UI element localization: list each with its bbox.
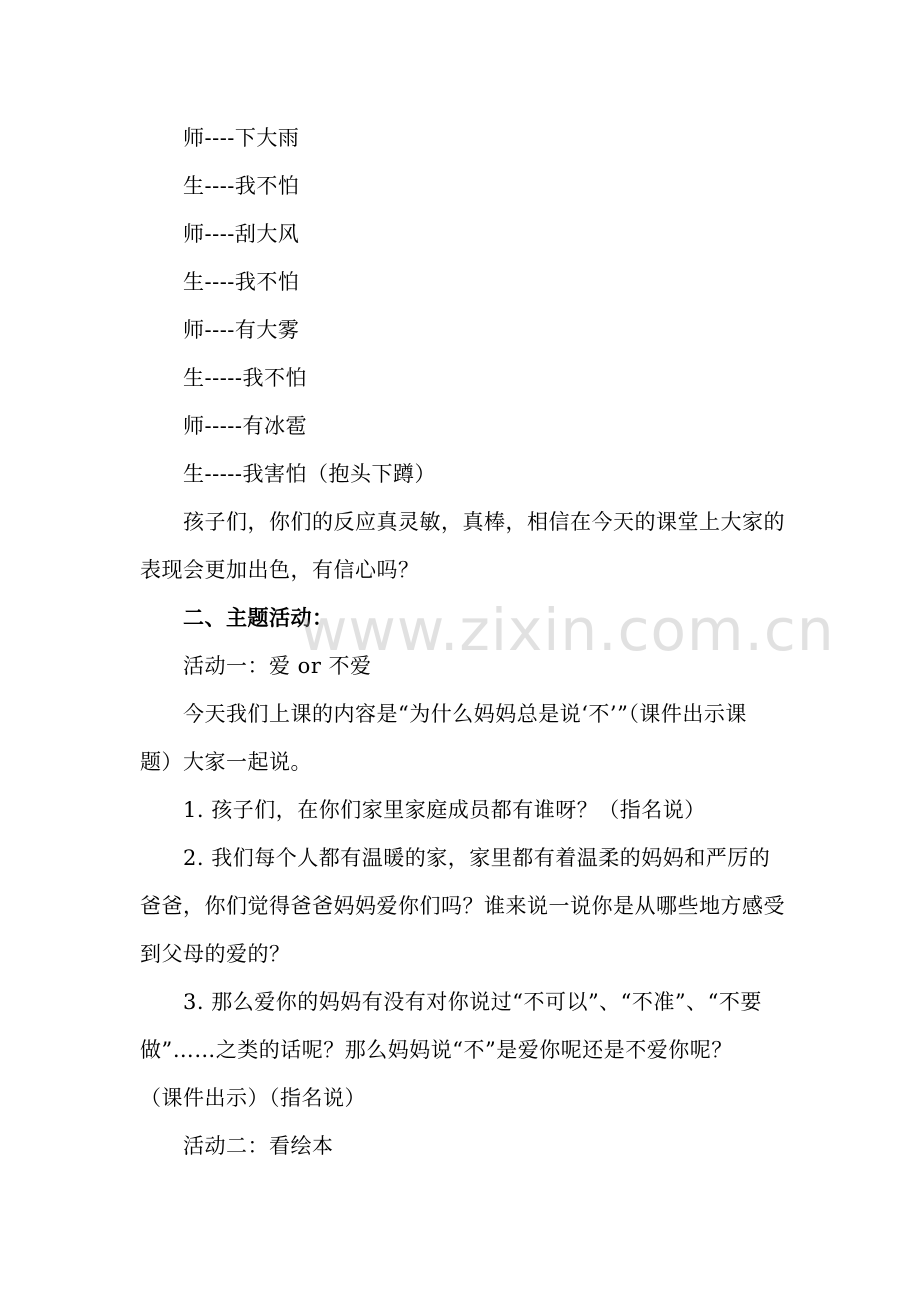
numbered-item-2-line-3: 到父母的爱的？ [140, 942, 291, 966]
dialogue-line-student-2: 生----我不怕 [183, 270, 300, 294]
dialogue-line-teacher-2: 师----刮大风 [183, 222, 300, 246]
paragraph-praise-line-1: 孩子们，你们的反应真灵敏，真棒，相信在今天的课堂上大家的 [183, 510, 785, 534]
paragraph-lesson-topic-line-1: 今天我们上课的内容是“为什么妈妈总是说‘不’”（课件出示课 [183, 702, 747, 726]
activity-one-title: 活动一：爱 or 不爱 [183, 654, 372, 678]
section-heading: 二、主题活动： [183, 605, 334, 630]
dialogue-line-student-1: 生----我不怕 [183, 174, 300, 198]
numbered-item-3-line-3: （课件出示）（指名说） [140, 1086, 366, 1110]
numbered-item-3-line-2: 做”……之类的话呢？那么妈妈说“不”是爱你呢还是不爱你呢？ [140, 1038, 733, 1062]
dialogue-line-student-3: 生-----我不怕 [183, 366, 307, 390]
paragraph-lesson-topic-line-2: 题）大家一起说。 [140, 750, 312, 774]
dialogue-line-teacher-4: 师-----有冰雹 [183, 414, 307, 438]
paragraph-praise-line-2: 表现会更加出色，有信心吗？ [140, 558, 420, 582]
document-body [140, 114, 785, 1170]
dialogue-line-student-4: 生-----我害怕（抱头下蹲） [183, 462, 436, 486]
dialogue-line-teacher-1: 师----下大雨 [183, 126, 300, 150]
numbered-item-1: 1. 孩子们，在你们家里家庭成员都有谁呀？（指名说） [183, 798, 706, 822]
activity-two-title: 活动二：看绘本 [183, 1134, 334, 1158]
dialogue-line-teacher-3: 师----有大雾 [183, 318, 300, 342]
numbered-item-3-line-1: 3. 那么爱你的妈妈有没有对你说过“不可以”、“不准”、“不要 [183, 990, 762, 1014]
numbered-item-2-line-1: 2. 我们每个人都有温暖的家，家里都有着温柔的妈妈和严厉的 [183, 846, 771, 870]
watermark: www.zixin.com.cn [300, 596, 835, 664]
numbered-item-2-line-2: 爸爸，你们觉得爸爸妈妈爱你们吗？谁来说一说你是从哪些地方感受 [140, 894, 785, 918]
